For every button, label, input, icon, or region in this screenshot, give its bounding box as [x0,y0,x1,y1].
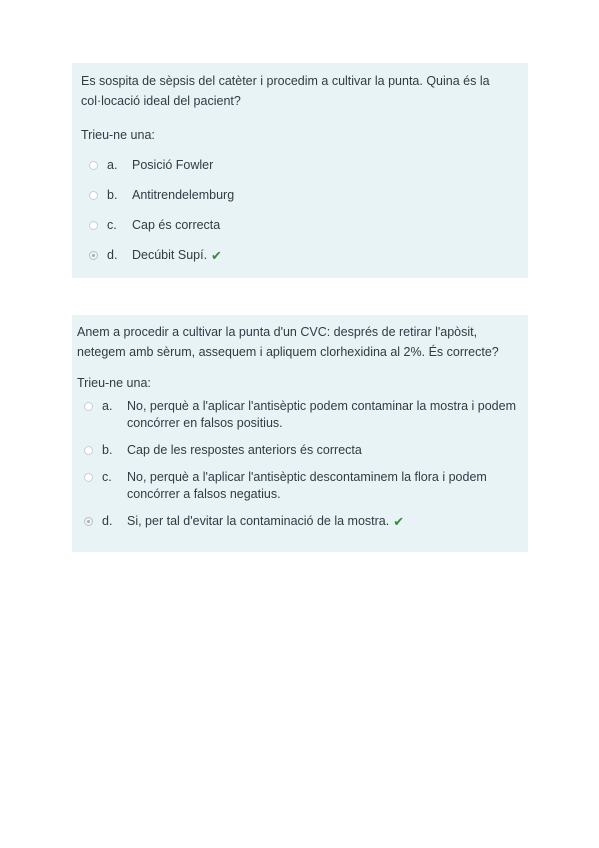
option-label: Cap és correcta [132,217,221,232]
question-text: Es sospita de sèpsis del catèter i procedim a cultivar la punta. Quina és la col·locació ideal del pacient? [81,74,490,108]
option-b[interactable] [81,180,520,210]
option-d[interactable] [77,513,520,530]
option-letter: b. [107,187,118,202]
option-letter: a. [102,399,113,413]
option-letter: d. [102,514,113,528]
option-label: Decúbit Supí. [132,247,208,262]
answer-prompt: Trieu-ne una: [77,376,151,390]
radio-button[interactable] [89,221,98,230]
radio-button[interactable] [89,161,98,170]
radio-button[interactable] [84,402,93,411]
question-1 [72,63,528,278]
check-icon: ✔ [211,247,222,263]
option-label: Cap de les respostes anteriors és correcta [127,443,362,457]
radio-button-selected[interactable] [89,251,98,260]
radio-button[interactable] [84,446,93,455]
radio-button-selected[interactable] [84,517,93,526]
option-letter: c. [102,470,112,484]
answer-options [81,150,520,270]
option-label: Antitrendelemburg [132,187,235,202]
radio-button[interactable] [89,191,98,200]
option-letter: b. [102,443,113,457]
option-label: Posició Fowler [132,157,214,172]
option-d[interactable] [81,240,520,270]
question-2 [72,315,528,552]
answer-options [77,398,520,530]
option-c[interactable] [81,210,520,240]
question-text: Anem a procedir a cultivar la punta d'un CVC: després de retirar l'apòsit, netegem amb sèrum, assequem i apliquem clorhexidina al 2%. És correcte? [77,325,499,359]
option-letter: c. [107,217,117,232]
answer-prompt: Trieu-ne una: [81,128,155,142]
option-label: No, perquè a l'aplicar l'antisèptic descontaminem la flora i podem concórrer a falsos negatius. [127,470,487,501]
check-icon: ✔ [393,514,405,529]
option-a[interactable] [81,150,520,180]
option-c[interactable] [77,469,520,503]
option-label: Si, per tal d'evitar la contaminació de la mostra. [127,514,390,528]
radio-button[interactable] [84,473,93,482]
option-a[interactable] [77,398,520,432]
option-letter: a. [107,157,118,172]
option-b[interactable] [77,442,520,459]
option-letter: d. [107,247,118,262]
option-label: No, perquè a l'aplicar l'antisèptic podem contaminar la mostra i podem concórrer en falsos positius. [127,399,516,430]
